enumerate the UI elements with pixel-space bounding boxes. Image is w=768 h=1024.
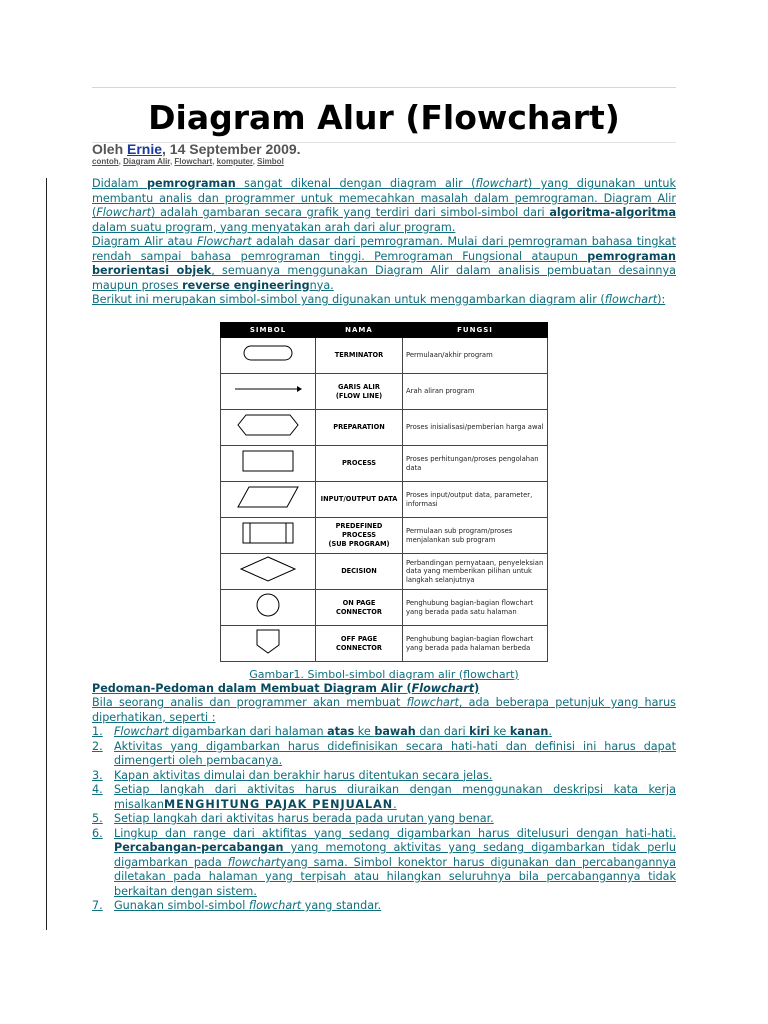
tag-link[interactable]: contoh (92, 157, 119, 166)
predefined-process-icon (240, 520, 296, 546)
list-item: 4. Setiap langkah dari aktivitas harus diuraikan dengan menggunakan deskripsi kata kerja misalkanMENGHITUNG PAJAK PENJUALAN. (92, 783, 676, 811)
header-divider-top (92, 87, 676, 88)
symbol-name: INPUT/OUTPUT DATA (316, 482, 403, 518)
symbol-name: PROCESS (316, 446, 403, 482)
decision-diamond-icon (238, 555, 298, 583)
symbol-name: PREDEFINED PROCESS (SUB PROGRAM) (316, 518, 403, 554)
list-item: 1. Flowchart digambarkan dari halaman atas ke bawah dan dari kiri ke kanan. (92, 725, 552, 738)
figure-caption: Gambar1. Simbol-simbol diagram alir (flowchart) (249, 667, 519, 681)
symbol-function: Permulaan/akhir program (403, 338, 548, 374)
author-link[interactable]: Ernie (127, 141, 163, 157)
guidelines-heading: Pedoman-Pedoman dalam Membuat Diagram Alir (Flowchart) (92, 681, 480, 695)
left-margin-bar (46, 178, 47, 930)
symbol-function: Arah aliran program (403, 374, 548, 410)
symbol-function: Penghubung bagian-bagian flowchart yang berada pada halaman berbeda (403, 626, 548, 662)
header-fungsi: FUNGSI (403, 322, 548, 338)
symbol-function: Permulaan sub program/proses menjalankan sub program (403, 518, 548, 554)
header-simbol: SIMBOL (221, 322, 316, 338)
intro-paragraph-1: Didalam pemrograman sangat dikenal dengan diagram alir (flowchart) yang digunakan untuk membantu analis dan programmer untuk memecahkan masalah dalam pemrograman. Diagram Alir (Flowchart) adalah gambaran secara grafik yang terdiri dari simbol-simbol dari algoritma-algoritma dalam suatu program, yang menyatakan arah dari alur program. (92, 177, 676, 234)
on-page-connector-circle-icon (254, 591, 282, 619)
preparation-hexagon-icon (236, 412, 300, 438)
byline-prefix: Oleh (92, 141, 128, 157)
intro-paragraph-2: Diagram Alir atau Flowchart adalah dasar dari pemrograman. Mulai dari pemrograman bahasa tingkat rendah sampai bahasa pemrograman tinggi. Pemrograman Fungsional ataupun pemrograman berorientasi objek, semuanya menggunakan Diagram Alir dalam analisis pembuatan desainnya maupun proses reverse engineeringnya. (92, 235, 676, 292)
table-row (221, 410, 548, 446)
tag-link[interactable]: komputer (216, 157, 253, 166)
article-body (92, 177, 676, 914)
intro-paragraph-3: Berikut ini merupakan simbol-simbol yang digunakan untuk menggambarkan diagram alir (flowchart): (92, 293, 666, 306)
page-title: Diagram Alur (Flowchart) (148, 98, 620, 137)
byline (92, 141, 301, 157)
table-row (221, 590, 548, 626)
symbol-name: TERMINATOR (316, 338, 403, 374)
symbol-function: Perbandingan pernyataan, penyeleksian data yang memberikan pilihan untuk langkah selanjutnya (403, 554, 548, 590)
guidelines-lead: Bila seorang analis dan programmer akan membuat flowchart, ada beberapa petunjuk yang harus diperhatikan, seperti : (92, 696, 676, 724)
tag-link[interactable]: Simbol (257, 157, 284, 166)
symbol-function: Proses perhitungan/proses pengolahan data (403, 446, 548, 482)
flowchart-symbol-table (220, 322, 548, 663)
guidelines-list (92, 725, 676, 914)
symbol-name: GARIS ALIR (FLOW LINE) (316, 374, 403, 410)
symbol-name: OFF PAGE CONNECTOR (316, 626, 403, 662)
symbol-function: Penghubung bagian-bagian flowchart yang berada pada satu halaman (403, 590, 548, 626)
table-row (221, 338, 548, 374)
table-row (221, 554, 548, 590)
symbol-function: Proses inisialisasi/pemberian harga awal (403, 410, 548, 446)
table-row (221, 374, 548, 410)
tag-list: contoh, Diagram Alir, Flowchart, komputer, Simbol (92, 157, 284, 166)
symbol-name: DECISION (316, 554, 403, 590)
table-row (221, 446, 548, 482)
header-nama: NAMA (316, 322, 403, 338)
table-header-row (221, 322, 548, 338)
process-rectangle-icon (240, 448, 296, 474)
symbol-function: Proses input/output data, parameter, informasi (403, 482, 548, 518)
list-item: 7. Gunakan simbol-simbol flowchart yang standar. (92, 899, 382, 912)
table-row (221, 482, 548, 518)
list-item: 2. Aktivitas yang digambarkan harus didefinisikan secara hati-hati dan definisi ini harus dapat dimengerti oleh pembacanya. (92, 739, 676, 767)
table-row (221, 518, 548, 554)
list-item: 5. Setiap langkah dari aktivitas harus berada pada urutan yang benar. (92, 812, 494, 825)
symbol-figure (92, 322, 676, 681)
flow-line-arrow-icon (233, 382, 303, 396)
symbol-name: ON PAGE CONNECTOR (316, 590, 403, 626)
list-item: 6. Lingkup dan range dari aktifitas yang sedang digambarkan harus ditelusuri dengan hati-hati. Percabangan-percabangan yang memotong aktivitas yang sedang digambarkan tidak perlu digambarkan pada flowchartyang sama. Simbol konektor harus digunakan dan percabangannya diletakan pada halaman yang terpisah atau hilangkan seluruhnya bila percabangannya tidak berkaitan dengan sistem. (92, 826, 676, 898)
off-page-connector-icon (254, 627, 282, 655)
symbol-name: PREPARATION (316, 410, 403, 446)
list-item: 3. Kapan aktivitas dimulai dan berakhir harus ditentukan secara jelas. (92, 768, 493, 782)
terminator-icon (240, 343, 296, 363)
table-row (221, 626, 548, 662)
byline-date: , 14 September 2009. (162, 141, 301, 157)
input-output-parallelogram-icon (235, 484, 301, 510)
tag-link[interactable]: Flowchart (174, 157, 213, 166)
tag-link[interactable]: Diagram Alir (123, 157, 170, 166)
